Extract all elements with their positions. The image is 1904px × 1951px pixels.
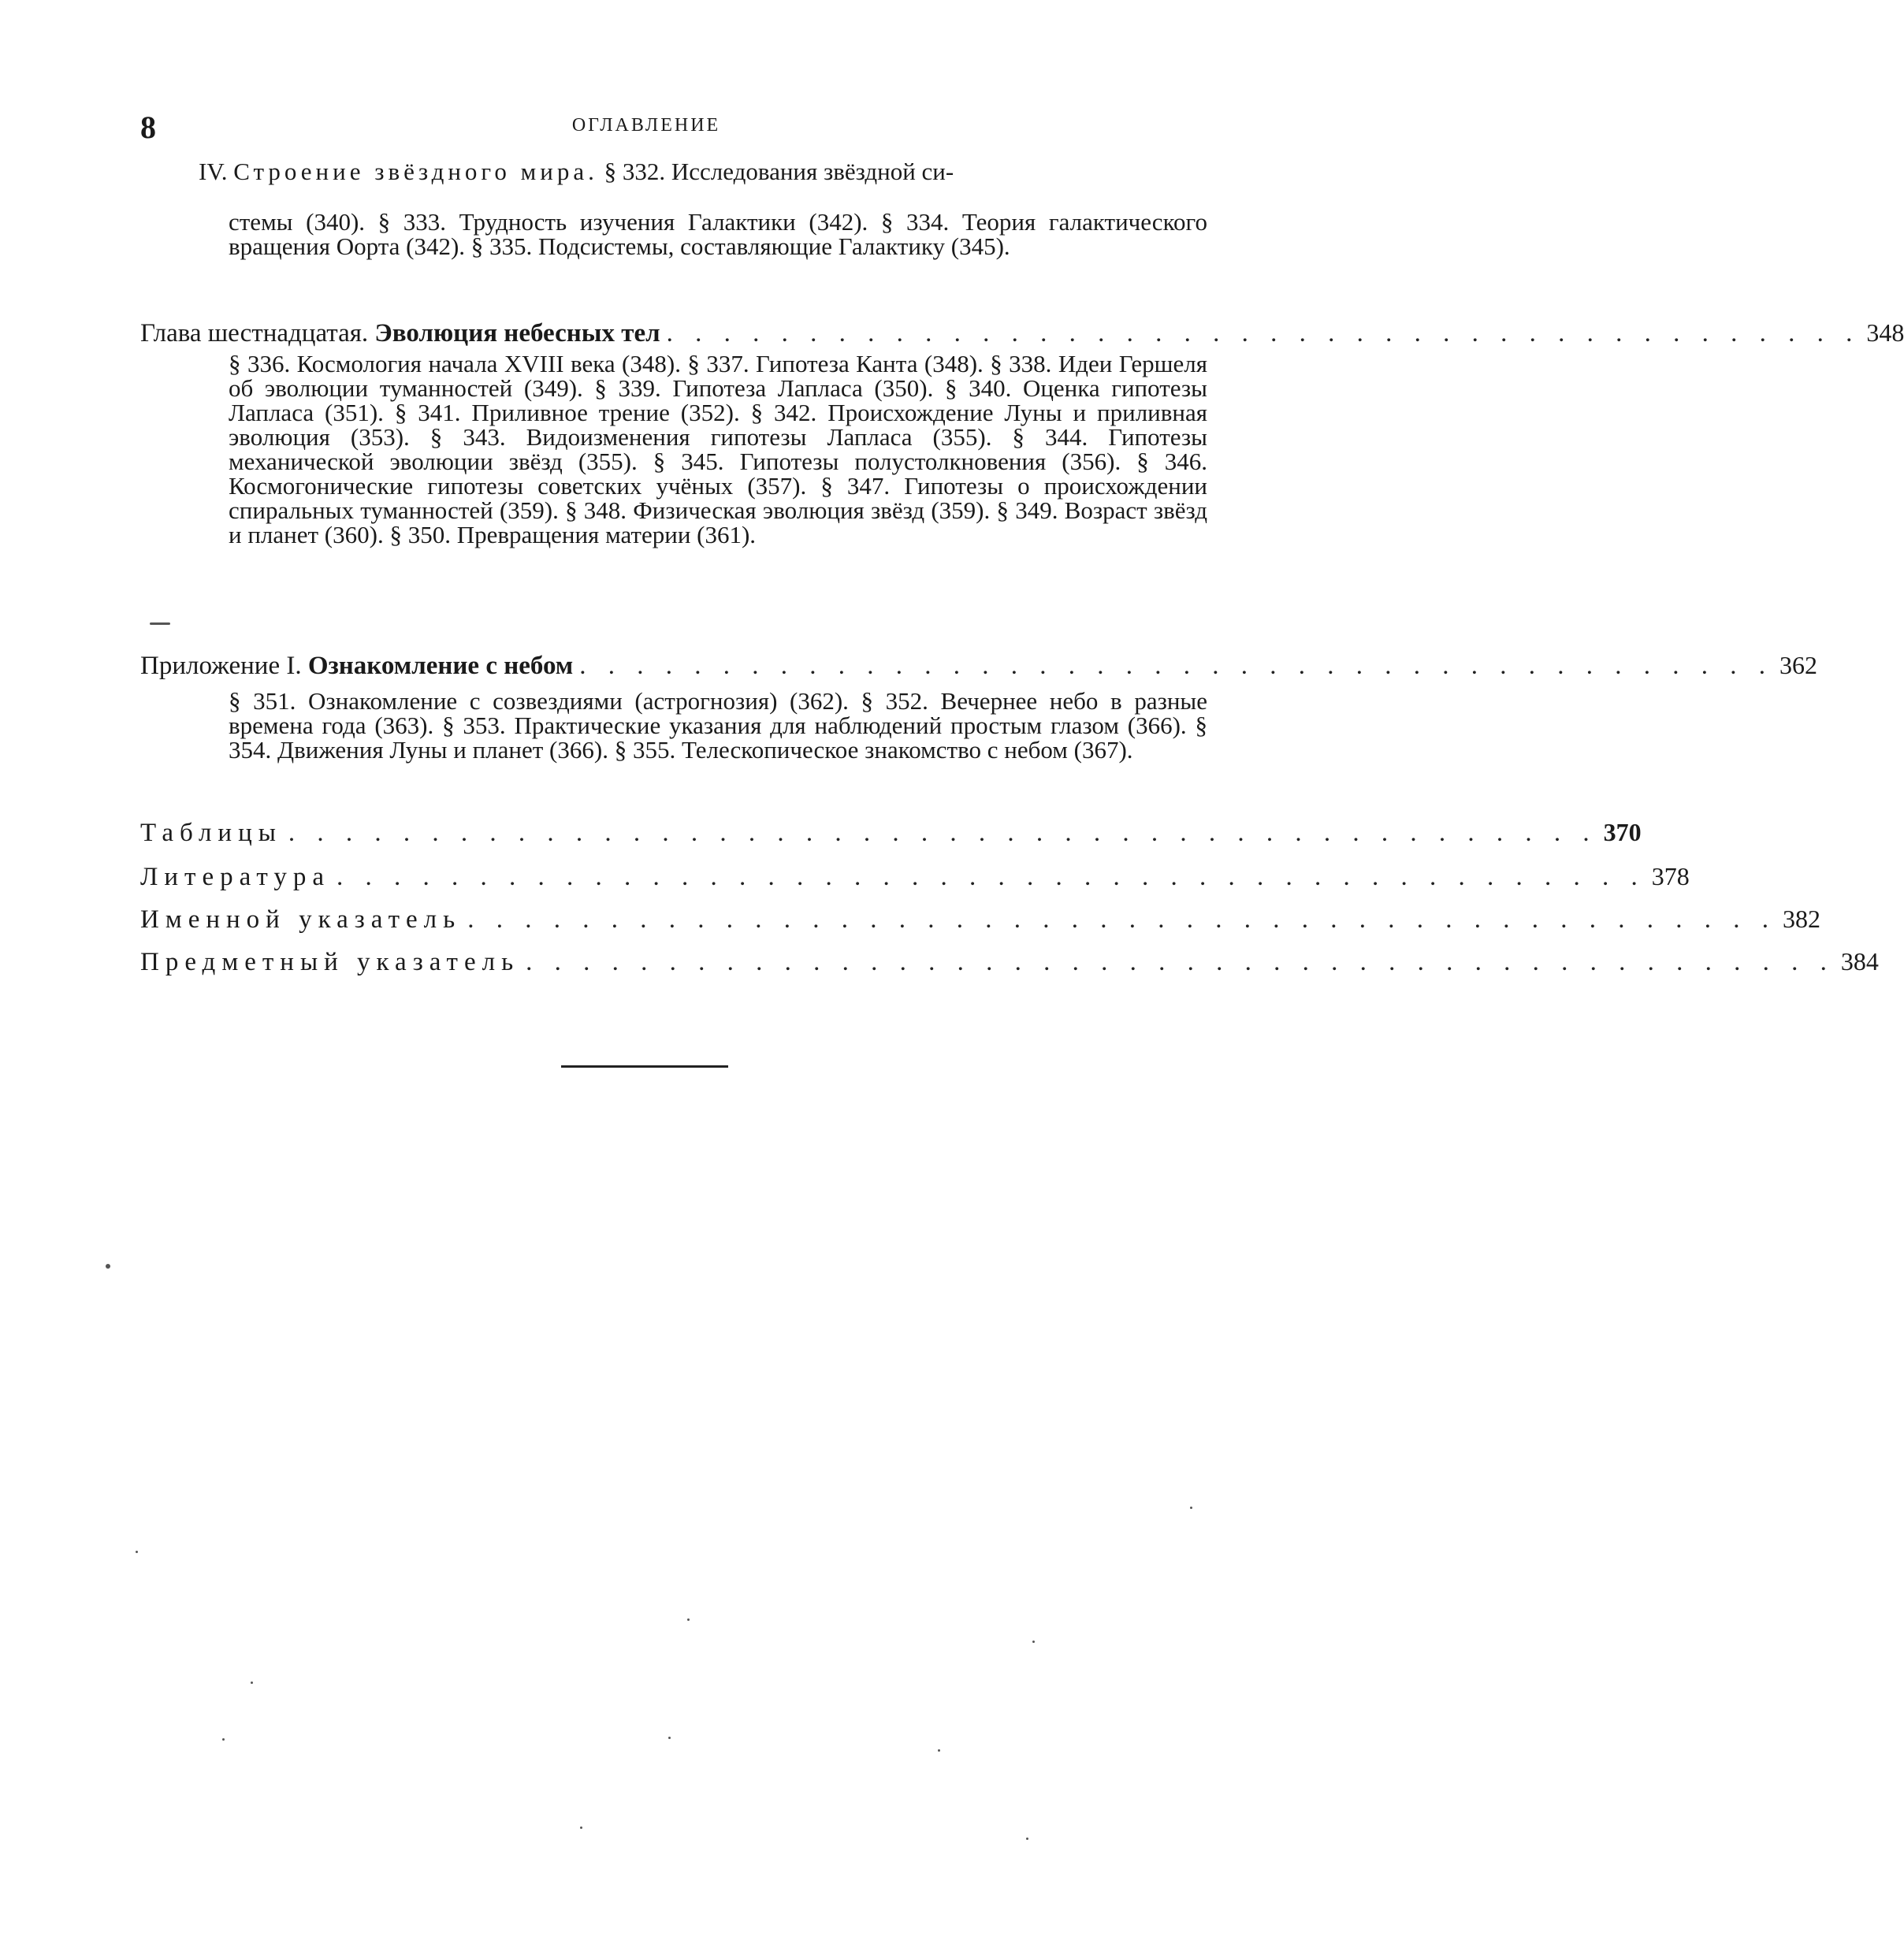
leader-dots: . . . . . . . . . . . . . . . . . . . . . . . . . . . . . . . . . . . . . . . . . .	[666, 319, 1861, 347]
appendix-1-label	[140, 652, 573, 681]
scan-speck	[222, 1738, 225, 1741]
back-matter-label: Предметный указатель	[140, 948, 520, 976]
back-matter-row[interactable]	[140, 947, 1879, 977]
back-matter-row[interactable]	[140, 862, 1690, 892]
chapter-16-label	[140, 319, 660, 348]
chapter-16-prefix: Глава шестнадцатая.	[140, 319, 369, 347]
chapter-16-title: Эволюция небесных тел	[374, 319, 660, 347]
appendix-1-page: 362	[1779, 651, 1818, 679]
back-matter-label: Именной указатель	[140, 905, 462, 934]
back-matter-row[interactable]	[140, 818, 1642, 848]
appendix-1-body: § 351. Ознакомление с созвездиями (астрогнозия) (362). § 352. Вечернее небо в разные времена года (363). § 353. Практические указания для наблюдений простым глазом (366). § 354. Движения Луны и планет (366). § 355. Телескопическое знакомство с небом (367).	[229, 687, 1207, 764]
leader-dots: . . . . . . . . . . . . . . . . . . . . . . . . . . . . . . . . . . . . . . . . . . . . . .	[467, 905, 1776, 934]
scan-speck	[251, 1682, 253, 1684]
scan-speck	[1032, 1641, 1035, 1643]
leader-dots: . . . . . . . . . . . . . . . . . . . . . . . . . . . . . . . . . . . . . . . . . .	[579, 652, 1774, 680]
back-matter-page: 382	[1782, 905, 1820, 933]
scan-speck	[106, 1264, 110, 1269]
section-iv-first-line: § 332. Исследования звёздной си-	[604, 158, 954, 185]
back-matter-label: Таблицы	[140, 819, 282, 847]
back-matter-page: 370	[1603, 818, 1642, 846]
chapter-16-page: 348	[1866, 318, 1904, 347]
page-number: 8	[140, 110, 156, 145]
section-iv-numeral: IV.	[199, 158, 228, 185]
back-matter-label: Литература	[140, 863, 331, 891]
leader-dots: . . . . . . . . . . . . . . . . . . . . . . . . . . . . . . . . . . . . . . . . . . . . . .	[337, 863, 1646, 891]
appendix-1-prefix: Приложение I.	[140, 652, 302, 680]
back-matter-page: 384	[1840, 947, 1879, 975]
leader-dots: . . . . . . . . . . . . . . . . . . . . . . . . . . . . . . . . . . . . . . . . . . . . . .	[288, 819, 1597, 847]
back-matter-page: 378	[1651, 862, 1690, 890]
leader-dots: . . . . . . . . . . . . . . . . . . . . . . . . . . . . . . . . . . . . . . . . . . . . . .	[526, 948, 1835, 976]
chapter-16-row[interactable]	[140, 318, 1904, 348]
scan-speck	[136, 1551, 138, 1553]
scan-speck	[668, 1737, 671, 1739]
appendix-1-title: Ознакомление с небом	[307, 652, 574, 680]
scan-speck	[1190, 1507, 1192, 1509]
scan-speck	[580, 1827, 582, 1829]
appendix-1-row[interactable]	[140, 651, 1818, 681]
section-iv-title: Строение звёздного мира.	[233, 158, 598, 185]
section-iv-heading	[199, 158, 954, 186]
scan-speck	[938, 1749, 940, 1752]
scan-speck	[1026, 1838, 1028, 1840]
chapter-16-body: § 336. Космология начала XVIII века (348). § 337. Гипотеза Канта (348). § 338. Идеи Гершеля об эволюции туманностей (349). § 339. Гипотеза Лапласа (350). § 340. Оценка гипотезы Лапласа (351). § 341. Приливное трение (352). § 342. Происхождение Луны и приливная эволюция (353). § 343. Видоизменения гипотезы Лапласа (355). § 344. Гипотезы механической эволюции звёзд (355). § 345. Гипотезы полустолкновения (356). § 346. Космогонические гипотезы советских учёных (357). § 347. Гипотезы о происхождении спиральных туманностей (359). § 348. Физическая эволюция звёзд (359). § 349. Возраст звёзд и планет (360). § 350. Превращения материи (361).	[229, 350, 1207, 548]
closing-rule	[561, 1065, 728, 1068]
back-matter-row[interactable]	[140, 905, 1820, 935]
section-iv-body: стемы (340). § 333. Трудность изучения Галактики (342). § 334. Теория галактического вращения Оорта (342). § 335. Подсистемы, составляющие Галактику (345).	[229, 208, 1207, 260]
margin-mark	[150, 622, 170, 625]
scan-speck	[687, 1618, 690, 1621]
running-head: ОГЛАВЛЕНИЕ	[571, 115, 721, 136]
